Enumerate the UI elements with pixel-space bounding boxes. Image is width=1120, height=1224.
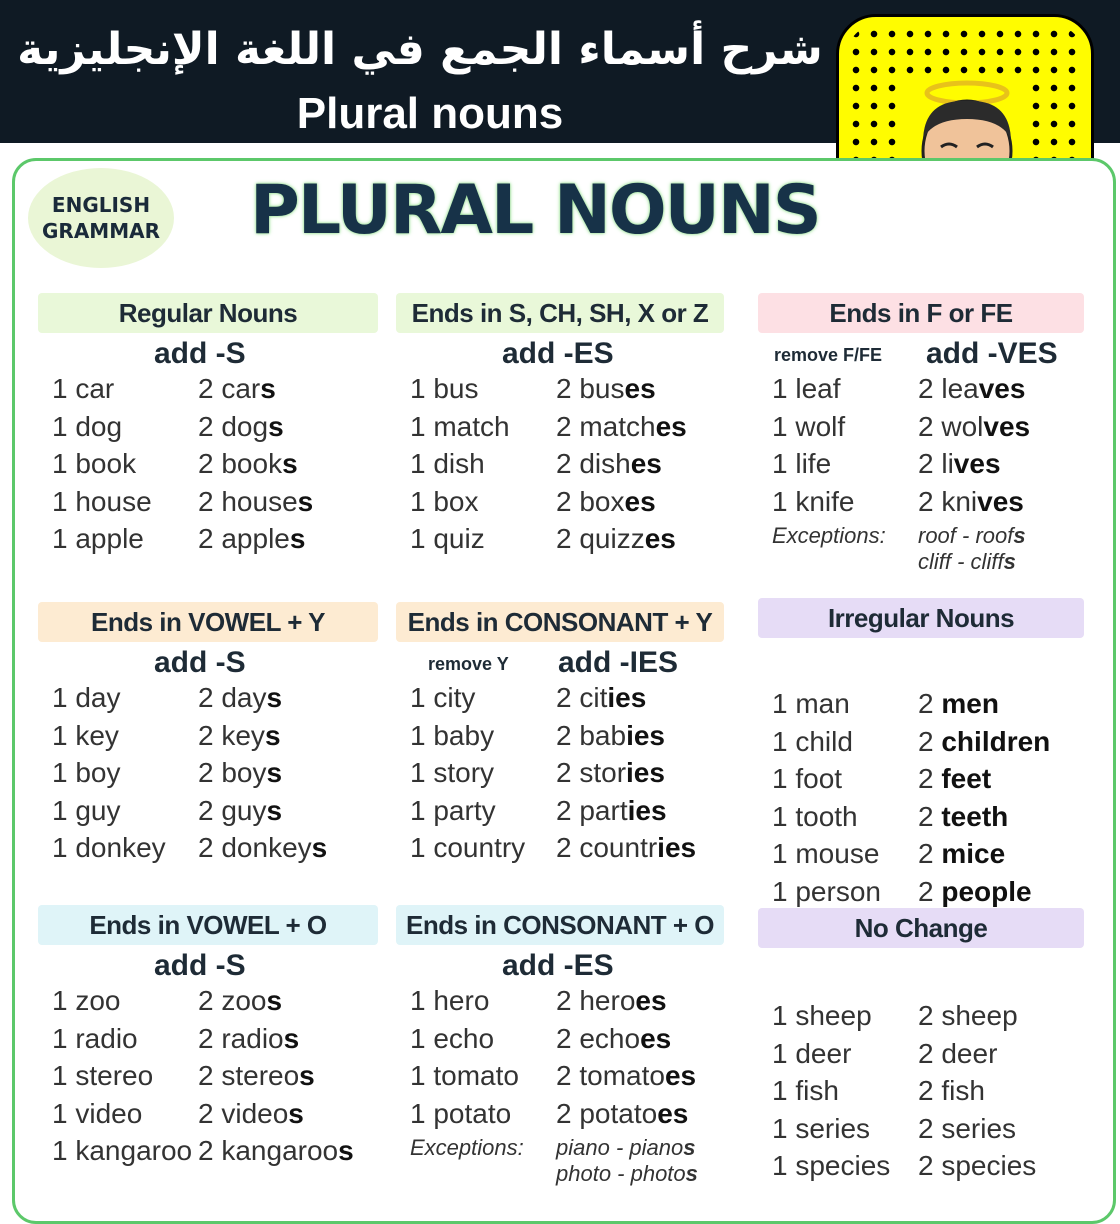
rule-text: add -S: [154, 949, 246, 982]
plural-stem: 2: [918, 725, 942, 757]
plural-word: [198, 757, 282, 789]
plural-word: [556, 486, 656, 518]
plural-ending: ies: [626, 757, 665, 788]
exception-stem: photo - photo: [556, 1161, 686, 1186]
plural-ending: ves: [977, 485, 1024, 517]
word-row: [396, 448, 724, 486]
plural-ending: ves: [983, 410, 1031, 442]
exception-stem: piano - piano: [556, 1135, 684, 1160]
plural-word: [918, 373, 1025, 405]
plural-ending: es: [657, 1097, 689, 1129]
plural-word: [556, 795, 667, 827]
singular-word: 1 fish: [772, 1075, 839, 1106]
word-row: [38, 411, 378, 449]
section-ends-in-vowel-y: [38, 602, 378, 870]
section-rule: [38, 333, 378, 373]
plural-stem: 2 dog: [198, 410, 269, 442]
plural-word: [198, 832, 327, 864]
plural-stem: 2 stereo: [198, 1060, 300, 1091]
singular-word: 1 kangaroo: [52, 1135, 193, 1166]
plural-ending: es: [644, 523, 676, 554]
rule-text: add -S: [154, 337, 246, 370]
plural-stem: 2 fish: [918, 1075, 985, 1106]
plural-stem: 2 bab: [556, 719, 627, 751]
section-header: Ends in CONSONANT + O: [396, 905, 724, 945]
word-row: [396, 1023, 724, 1061]
plural-stem: 2 sheep: [918, 1000, 1018, 1031]
word-row: [38, 757, 378, 795]
singular-word: 1 dog: [52, 410, 123, 442]
plural-ending: s: [311, 832, 328, 863]
plural-ending: s: [289, 523, 306, 554]
singular-word: 1 key: [52, 719, 119, 751]
exceptions-list: [918, 523, 1026, 575]
singular-word: 1 car: [52, 373, 115, 404]
word-list: [38, 682, 378, 870]
plural-word: [918, 838, 1005, 870]
word-row: [758, 486, 1084, 524]
singular-word: 1 story: [410, 757, 495, 788]
section-ends-in-consonant-o: [396, 905, 724, 1187]
plural-word: [198, 985, 282, 1017]
word-row: [396, 795, 724, 833]
word-list: [396, 682, 724, 870]
singular-word: 1 radio: [52, 1022, 138, 1054]
word-row: [758, 1150, 1084, 1188]
singular-word: 1 guy: [52, 794, 121, 826]
plural-ending: ves: [953, 448, 1001, 479]
plural-word: [556, 757, 665, 789]
plural-word: [198, 1060, 315, 1092]
singular-word: 1 species: [772, 1150, 891, 1181]
word-row: [758, 763, 1084, 801]
section-ends-in-vowel-o: [38, 905, 378, 1173]
word-row: [758, 688, 1084, 726]
singular-word: 1 man: [772, 688, 850, 719]
word-row: [396, 411, 724, 449]
singular-word: 1 child: [772, 725, 853, 757]
plural-stem: 2 species: [918, 1150, 1037, 1181]
plural-ending: s: [283, 1022, 300, 1054]
plural-word: [918, 1000, 1018, 1032]
singular-word: 1 boy: [52, 757, 121, 788]
plural-stem: 2 key: [198, 719, 265, 751]
plural-ending: children: [941, 725, 1051, 757]
plural-ending: s: [282, 448, 298, 479]
plural-stem: 2 countr: [556, 832, 658, 863]
plural-stem: 2 book: [198, 448, 283, 479]
plural-ending: es: [624, 485, 656, 517]
section-rule: [758, 333, 1084, 373]
plural-stem: 2: [918, 875, 942, 907]
exception-item: [556, 1135, 698, 1161]
word-row: [396, 985, 724, 1023]
section-ends-in-s-ch-sh-x-z: [396, 293, 724, 561]
word-list: [38, 985, 378, 1173]
exception-ending: s: [1003, 549, 1016, 574]
plural-stem: 2 echo: [556, 1022, 641, 1054]
singular-word: 1 tooth: [772, 800, 858, 832]
word-row: [396, 373, 724, 411]
singular-word: 1 leaf: [772, 373, 841, 404]
singular-word: 1 match: [410, 410, 510, 442]
rule-note: remove Y: [428, 654, 509, 674]
plural-ending: es: [624, 373, 656, 404]
plural-stem: 2 deer: [918, 1037, 998, 1069]
section-irregular-nouns: [758, 598, 1084, 913]
plural-ending: s: [288, 1097, 304, 1129]
badge-line-1: ENGLISH: [51, 193, 151, 217]
plural-ending: s: [260, 373, 276, 404]
word-list: [38, 373, 378, 561]
plural-ending: es: [630, 448, 662, 479]
plural-word: [918, 726, 1050, 758]
plural-word: [918, 1113, 1016, 1145]
exceptions: [396, 1135, 724, 1187]
section-header: Ends in S, CH, SH, X or Z: [396, 293, 724, 333]
page-title: PLURAL NOUNS: [250, 171, 820, 250]
plural-stem: 2: [918, 688, 942, 719]
section-ends-in-f-fe: [758, 293, 1084, 575]
plural-word: [556, 1060, 696, 1092]
word-row: [758, 838, 1084, 876]
singular-word: 1 box: [410, 485, 479, 517]
plural-stem: 2 car: [198, 373, 261, 404]
singular-word: 1 person: [772, 875, 881, 907]
section-header: Ends in CONSONANT + Y: [396, 602, 724, 642]
plural-word: [198, 1098, 304, 1130]
section-ends-in-consonant-y: [396, 602, 724, 870]
plural-ending: es: [640, 1022, 672, 1054]
word-row: [38, 795, 378, 833]
section-header: Regular Nouns: [38, 293, 378, 333]
plural-word: [918, 486, 1024, 518]
word-row: [38, 523, 378, 561]
word-row: [758, 1113, 1084, 1151]
plural-stem: 2: [918, 800, 942, 832]
plural-word: [198, 373, 276, 405]
plural-ending: s: [297, 485, 314, 517]
plural-ending: s: [338, 1135, 354, 1166]
word-list: [758, 1000, 1084, 1188]
word-row: [758, 1000, 1084, 1038]
plural-stem: 2 day: [198, 682, 267, 713]
plural-word: [918, 411, 1030, 443]
word-row: [38, 486, 378, 524]
plural-ending: s: [268, 410, 284, 442]
plural-word: [198, 523, 305, 555]
section-header: Ends in VOWEL + Y: [38, 602, 378, 642]
word-row: [38, 1098, 378, 1136]
singular-word: 1 foot: [772, 763, 843, 794]
plural-stem: 2 li: [918, 448, 954, 479]
section-rule: [396, 333, 724, 373]
word-row: [758, 1038, 1084, 1076]
word-row: [396, 523, 724, 561]
english-title: Plural nouns: [296, 89, 564, 138]
word-row: [396, 682, 724, 720]
plural-stem: 2 wol: [918, 410, 984, 442]
singular-word: 1 stereo: [52, 1060, 154, 1091]
singular-word: 1 hero: [410, 985, 490, 1016]
section-rule: [758, 948, 1084, 1000]
singular-word: 1 wolf: [772, 410, 846, 442]
plural-word: [198, 795, 282, 827]
plural-ending: s: [266, 682, 283, 713]
word-row: [758, 801, 1084, 839]
word-row: [758, 1075, 1084, 1113]
exception-item: [918, 549, 1026, 575]
plural-stem: 2 guy: [198, 794, 267, 826]
exception-stem: roof - roof: [918, 523, 1014, 548]
word-row: [38, 985, 378, 1023]
word-row: [396, 486, 724, 524]
plural-ending: feet: [941, 763, 992, 794]
plural-stem: 2 series: [918, 1112, 1017, 1144]
plural-stem: 2 tomato: [556, 1060, 665, 1091]
plural-stem: 2 house: [198, 485, 298, 517]
rule-text: add -ES: [502, 337, 614, 370]
plural-word: [198, 448, 298, 480]
plural-stem: 2 boy: [198, 757, 267, 788]
singular-word: 1 knife: [772, 485, 855, 517]
word-row: [38, 1135, 378, 1173]
singular-word: 1 life: [772, 448, 832, 479]
plural-ending: s: [266, 757, 283, 788]
singular-word: 1 video: [52, 1097, 143, 1129]
word-list: [758, 688, 1084, 913]
section-rule: [396, 642, 724, 682]
exceptions-list: [556, 1135, 698, 1187]
singular-word: 1 echo: [410, 1022, 495, 1054]
exception-item: [556, 1161, 698, 1187]
plural-ending: people: [941, 875, 1032, 907]
plural-word: [556, 1023, 671, 1055]
section-rule: [38, 642, 378, 682]
word-row: [38, 373, 378, 411]
plural-stem: 2 hero: [556, 985, 636, 1016]
section-rule: [396, 945, 724, 985]
plural-ending: ies: [627, 794, 667, 826]
exception-item: [918, 523, 1026, 549]
word-row: [396, 1098, 724, 1136]
plural-word: [198, 1023, 299, 1055]
plural-word: [198, 486, 313, 518]
plural-ending: es: [664, 1060, 697, 1091]
arabic-title: شرح أسماء الجمع في اللغة الإنجليزية: [17, 24, 823, 75]
plural-stem: 2: [918, 838, 942, 869]
word-row: [758, 448, 1084, 486]
plural-word: [556, 523, 676, 555]
plural-stem: 2 part: [556, 794, 628, 826]
word-list: [396, 985, 724, 1135]
singular-word: 1 tomato: [410, 1060, 519, 1091]
singular-word: 1 deer: [772, 1037, 852, 1069]
word-list: [758, 373, 1084, 523]
exception-ending: s: [683, 1135, 696, 1160]
singular-word: 1 house: [52, 485, 152, 517]
rule-text: add -IES: [558, 646, 679, 679]
plural-stem: 2: [918, 763, 942, 794]
singular-word: 1 party: [410, 794, 496, 826]
plural-word: [556, 720, 665, 752]
plural-stem: 2 video: [198, 1097, 289, 1129]
plural-word: [556, 682, 646, 714]
word-row: [396, 757, 724, 795]
singular-word: 1 zoo: [52, 985, 121, 1016]
word-row: [38, 682, 378, 720]
singular-word: 1 day: [52, 682, 121, 713]
exception-ending: s: [1013, 523, 1026, 548]
word-list: [396, 373, 724, 561]
word-row: [38, 720, 378, 758]
plural-word: [556, 448, 662, 480]
singular-word: 1 mouse: [772, 838, 880, 869]
plural-word: [556, 832, 696, 864]
section-header: No Change: [758, 908, 1084, 948]
rule-note: remove F/FE: [774, 345, 883, 365]
plural-word: [556, 411, 687, 443]
plural-word: [918, 1150, 1036, 1182]
word-row: [38, 1060, 378, 1098]
plural-ending: s: [266, 794, 283, 826]
plural-word: [198, 682, 282, 714]
section-header: Ends in VOWEL + O: [38, 905, 378, 945]
word-row: [396, 1060, 724, 1098]
plural-stem: 2 donkey: [198, 832, 312, 863]
plural-ending: s: [299, 1060, 315, 1091]
plural-word: [918, 688, 999, 720]
plural-ending: es: [655, 410, 687, 442]
plural-ending: ves: [978, 373, 1026, 404]
plural-word: [198, 411, 284, 443]
word-row: [396, 832, 724, 870]
word-row: [38, 448, 378, 486]
plural-stem: 2 stor: [556, 757, 627, 788]
section-rule: [758, 638, 1084, 688]
singular-word: 1 dish: [410, 448, 485, 479]
plural-stem: 2 kangaroo: [198, 1135, 339, 1166]
section-regular-nouns: [38, 293, 378, 561]
word-row: [758, 726, 1084, 764]
plural-word: [556, 1098, 688, 1130]
word-row: [396, 720, 724, 758]
exception-stem: cliff - cliff: [918, 549, 1004, 574]
plural-stem: 2 kni: [918, 485, 978, 517]
exceptions-label: Exceptions:: [772, 523, 886, 548]
plural-stem: 2 radio: [198, 1022, 284, 1054]
singular-word: 1 country: [410, 832, 526, 863]
plural-stem: 2 box: [556, 485, 625, 517]
plural-stem: 2 match: [556, 410, 656, 442]
section-header: Irregular Nouns: [758, 598, 1084, 638]
plural-ending: mice: [941, 838, 1006, 869]
section-rule: [38, 945, 378, 985]
plural-word: [918, 876, 1032, 908]
plural-ending: es: [635, 985, 667, 1016]
plural-word: [918, 1075, 985, 1107]
plural-ending: ies: [626, 719, 666, 751]
plural-word: [918, 763, 991, 795]
plural-stem: 2 lea: [918, 373, 979, 404]
singular-word: 1 series: [772, 1112, 871, 1144]
singular-word: 1 donkey: [52, 832, 166, 863]
plural-ending: s: [264, 719, 281, 751]
section-header: Ends in F or FE: [758, 293, 1084, 333]
word-row: [38, 832, 378, 870]
plural-ending: ies: [657, 832, 697, 863]
plural-ending: ies: [607, 682, 647, 713]
plural-stem: 2 cit: [556, 682, 608, 713]
plural-word: [198, 1135, 354, 1167]
singular-word: 1 potato: [410, 1097, 512, 1129]
english-grammar-badge: [28, 168, 174, 268]
plural-stem: 2 quizz: [556, 523, 645, 554]
singular-word: 1 bus: [410, 373, 479, 404]
singular-word: 1 book: [52, 448, 137, 479]
exceptions-label: Exceptions:: [410, 1135, 524, 1160]
plural-stem: 2 potato: [556, 1097, 658, 1129]
plural-ending: teeth: [941, 800, 1009, 832]
plural-word: [556, 373, 656, 405]
plural-word: [918, 801, 1008, 833]
rule-text: add -S: [154, 646, 246, 679]
plural-word: [556, 985, 667, 1017]
exceptions: [758, 523, 1084, 575]
plural-stem: 2 zoo: [198, 985, 267, 1016]
singular-word: 1 city: [410, 682, 476, 713]
word-row: [38, 1023, 378, 1061]
singular-word: 1 sheep: [772, 1000, 872, 1031]
plural-stem: 2 dish: [556, 448, 631, 479]
singular-word: 1 baby: [410, 719, 495, 751]
rule-text: add -ES: [502, 949, 614, 982]
plural-stem: 2 apple: [198, 523, 290, 554]
singular-word: 1 quiz: [410, 523, 485, 554]
plural-word: [198, 720, 281, 752]
badge-line-2: GRAMMAR: [42, 219, 160, 243]
word-row: [758, 373, 1084, 411]
singular-word: 1 apple: [52, 523, 144, 554]
plural-word: [918, 1038, 997, 1070]
exception-ending: s: [685, 1161, 698, 1186]
word-row: [758, 411, 1084, 449]
section-no-change: [758, 908, 1084, 1188]
plural-word: [918, 448, 1001, 480]
rule-text: add -VES: [926, 337, 1058, 370]
plural-ending: men: [941, 688, 999, 719]
plural-ending: s: [266, 985, 283, 1016]
plural-stem: 2 bus: [556, 373, 625, 404]
